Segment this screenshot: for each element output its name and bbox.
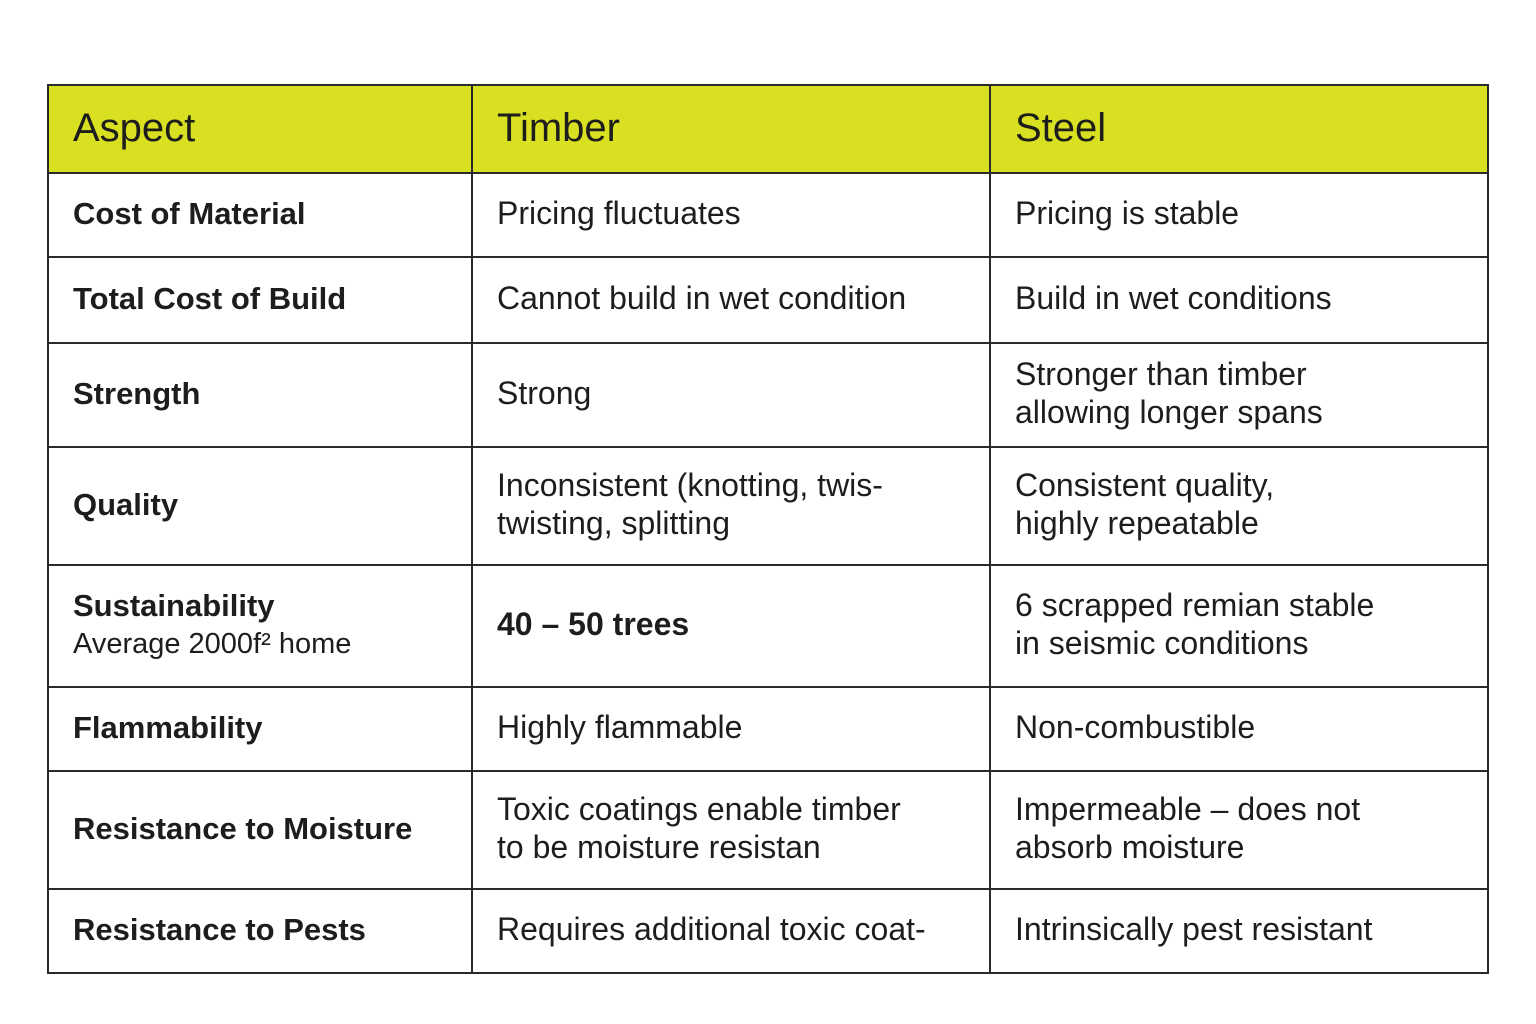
cell-timber — [472, 889, 990, 973]
column-header-steel: Steel — [990, 85, 1488, 173]
cell-steel-line1: Build in wet conditions — [1015, 280, 1332, 317]
table-header-row — [48, 85, 1488, 173]
cell-timber-line1: Highly flammable — [497, 709, 743, 746]
cell-steel-line2: in seismic conditions — [1015, 625, 1309, 661]
cell-steel-line1: Stronger than timber — [1015, 356, 1307, 393]
cell-steel — [990, 565, 1488, 687]
cell-steel — [990, 447, 1488, 565]
cell-timber-line1: Toxic coatings enable timber — [497, 791, 901, 828]
cell-aspect: Total Cost of Build — [48, 257, 472, 343]
table-row — [48, 173, 1488, 257]
cell-steel-line2: absorb moisture — [1015, 829, 1245, 865]
column-header-timber: Timber — [472, 85, 990, 173]
cell-steel-line1: Intrinsically pest resistant — [1015, 911, 1373, 948]
cell-timber-line2: to be moisture resistan — [497, 829, 821, 865]
cell-steel-line1: Pricing is stable — [1015, 195, 1240, 232]
cell-steel — [990, 687, 1488, 771]
table-header — [48, 85, 1488, 173]
cell-timber-line1: Requires additional toxic coat- — [497, 911, 926, 948]
table-row — [48, 257, 1488, 343]
cell-timber — [472, 173, 990, 257]
cell-timber — [472, 447, 990, 565]
timber-vs-steel-comparison-table — [47, 84, 1489, 974]
cell-timber-line1: Cannot build in wet condition — [497, 280, 907, 317]
cell-steel-line1: Non-combustible — [1015, 709, 1256, 746]
cell-steel-line1: Consistent quality, — [1015, 467, 1275, 504]
cell-aspect: Resistance to Pests — [48, 889, 472, 973]
table-row — [48, 687, 1488, 771]
cell-timber-line1: Strong — [497, 375, 592, 412]
cell-timber — [472, 771, 990, 889]
cell-steel — [990, 257, 1488, 343]
cell-timber — [472, 343, 990, 447]
cell-steel-line1: Impermeable – does not — [1015, 791, 1361, 828]
cell-steel-line1: 6 scrapped remian stable — [1015, 587, 1375, 624]
column-header-aspect: Aspect — [48, 85, 472, 173]
cell-steel-line2: allowing longer spans — [1015, 394, 1323, 430]
cell-steel — [990, 173, 1488, 257]
table-row — [48, 889, 1488, 973]
table-row — [48, 447, 1488, 565]
cell-steel — [990, 889, 1488, 973]
cell-aspect-note: Average 2000f² home — [73, 627, 352, 660]
cell-timber-line1: Pricing fluctuates — [497, 195, 741, 232]
cell-timber-line1: Inconsistent (knotting, twis- — [497, 467, 883, 504]
cell-steel — [990, 343, 1488, 447]
cell-timber — [472, 565, 990, 687]
cell-timber — [472, 257, 990, 343]
cell-timber — [472, 687, 990, 771]
cell-aspect: Resistance to Moisture — [48, 771, 472, 889]
table-row — [48, 771, 1488, 889]
cell-steel-line2: highly repeatable — [1015, 505, 1259, 541]
cell-aspect: Flammability — [48, 687, 472, 771]
cell-aspect: Quality — [48, 447, 472, 565]
table-row — [48, 343, 1488, 447]
table-body — [48, 173, 1488, 973]
cell-aspect: Strength — [48, 343, 472, 447]
cell-timber-line2: twisting, splitting — [497, 505, 730, 541]
cell-timber-line1: 40 – 50 trees — [497, 606, 690, 643]
cell-steel — [990, 771, 1488, 889]
table-row — [48, 565, 1488, 687]
cell-aspect: Cost of Material — [48, 173, 472, 257]
cell-aspect-label: Sustainability — [73, 588, 275, 624]
cell-aspect — [48, 565, 472, 687]
